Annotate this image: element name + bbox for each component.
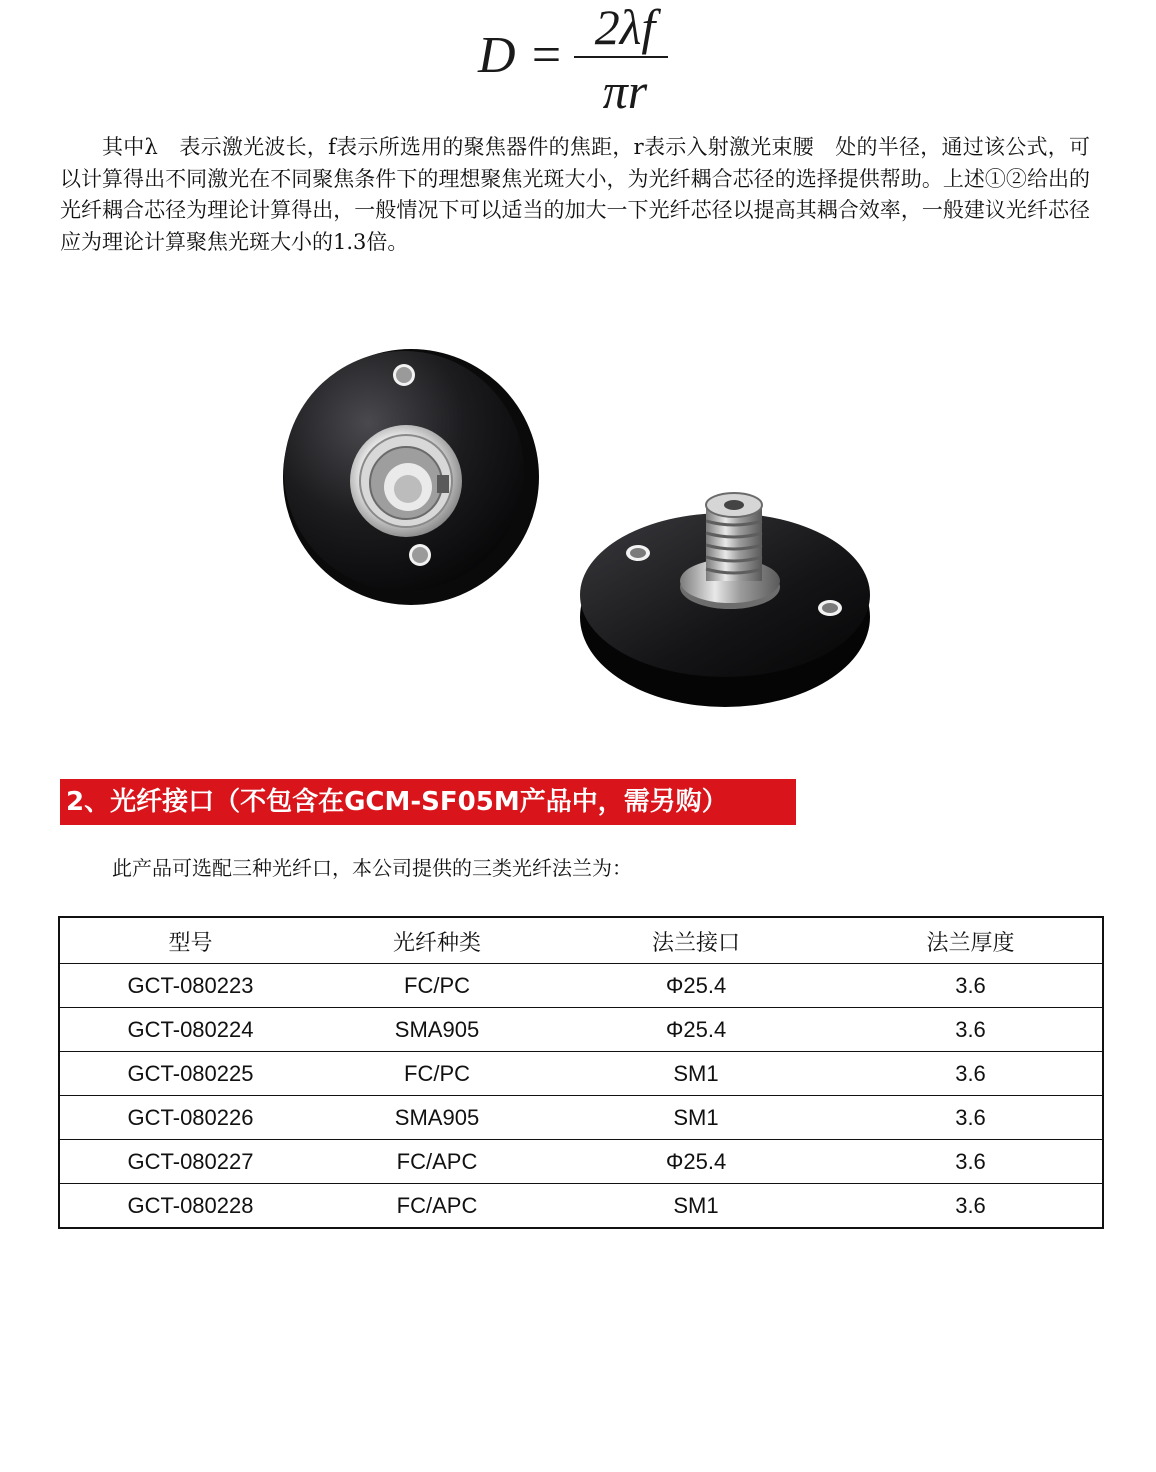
cell-fiber-type: SMA905: [394, 1104, 480, 1130]
table-row: [59, 1140, 1103, 1184]
cell-fiber-type: FC/PC: [404, 972, 470, 998]
cell-flange-interface: SM1: [673, 1192, 719, 1218]
cell-model: GCT-080227: [59, 1140, 321, 1184]
header-flange-thickness: 法兰厚度: [839, 917, 1103, 964]
cell-model: GCT-080223: [59, 964, 321, 1008]
formula-lhs: D =: [478, 27, 564, 84]
fraction-bar: [574, 56, 668, 58]
formula-explanation: 其中λ 表示激光波长，f表示所选用的聚焦器件的焦距，r表示入射激光束腰 处的半径，通过该公式，可以计算得出不同激光在不同聚焦条件下的理想聚焦光斑大小，为光纤耦合芯径的选择提供帮助。上述①②给出的光纤耦合芯径为理论计算得出，一般情况下可以适当的加大一下光纤芯径以提高其耦合效率，一般建议光纤芯径应为理论计算聚焦光斑大小的1.3倍。: [60, 135, 1090, 254]
formula-denominator: πr: [602, 63, 648, 119]
cell-fiber-type: SMA905: [394, 1016, 480, 1042]
cell-model: GCT-080224: [59, 1008, 321, 1052]
table-row: [59, 964, 1103, 1008]
focal-spot-formula: [470, 0, 690, 120]
table-row: [59, 1184, 1103, 1229]
cell-flange-interface: SM1: [673, 1104, 719, 1130]
cell-thickness: 3.6: [839, 1140, 1103, 1184]
fiber-flange-product-photo: [270, 325, 910, 735]
cell-thickness: 3.6: [839, 1184, 1103, 1229]
flange-intro-text: 此产品可选配三种光纤口，本公司提供的三类光纤法兰为：: [112, 856, 632, 880]
table-row: [59, 1008, 1103, 1052]
cell-thickness: 3.6: [839, 964, 1103, 1008]
header-fiber-type: 光纤种类: [321, 917, 553, 964]
flange-spec-table: [58, 916, 1104, 1229]
cell-flange-interface: Φ25.4: [665, 1016, 727, 1042]
cell-model: GCT-080228: [59, 1184, 321, 1229]
cell-flange-interface: Φ25.4: [665, 972, 727, 998]
table-row: [59, 1052, 1103, 1096]
section-heading-fiber-interface: 2、光纤接口（不包含在GCM-SF05M产品中，需另购）: [60, 779, 796, 825]
cell-thickness: 3.6: [839, 1052, 1103, 1096]
cell-flange-interface: SM1: [673, 1060, 719, 1086]
cell-thickness: 3.6: [839, 1096, 1103, 1140]
cell-flange-interface: Φ25.4: [665, 1148, 727, 1174]
cell-fiber-type: FC/PC: [404, 1060, 470, 1086]
cell-model: GCT-080225: [59, 1052, 321, 1096]
cell-model: GCT-080226: [59, 1096, 321, 1140]
cell-thickness: 3.6: [839, 1008, 1103, 1052]
cell-fiber-type: FC/APC: [396, 1192, 478, 1218]
cell-fiber-type: FC/APC: [396, 1148, 478, 1174]
table-row: [59, 1096, 1103, 1140]
header-model: 型号: [59, 917, 321, 964]
table-header-row: [59, 917, 1103, 964]
formula-numerator: 2λf: [594, 0, 656, 55]
header-flange-interface: 法兰接口: [553, 917, 839, 964]
